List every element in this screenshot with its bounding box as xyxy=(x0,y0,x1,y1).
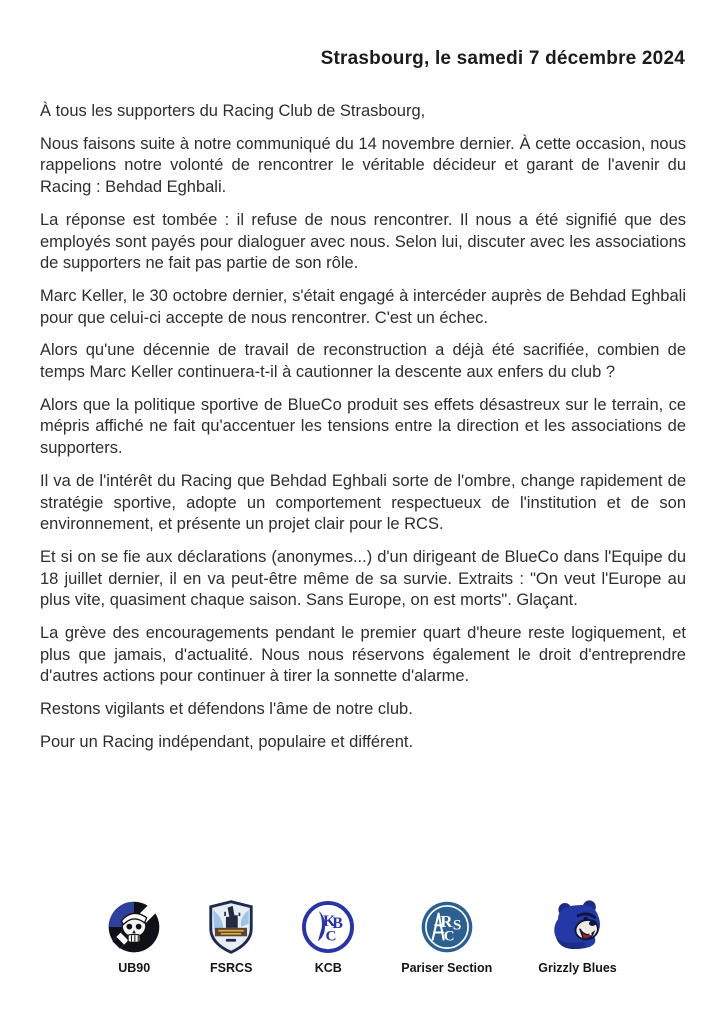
logo-label-fsrcs: FSRCS xyxy=(210,961,253,975)
grizzly-blues-bear-icon xyxy=(549,900,607,954)
logo-label-pariser-section: Pariser Section xyxy=(401,961,493,975)
supporter-groups-logos xyxy=(0,900,724,975)
paragraph: Il va de l'intérêt du Racing que Behdad Eghbali sorte de l'ombre, change rapidement de stratégie sportive, adopte un comportement respectueux de l'institution et de son environnement, et présente un projet clair pour le RCS. xyxy=(40,471,686,534)
closing-line: Restons vigilants et défendons l'âme de notre club. xyxy=(40,700,413,719)
svg-text:C: C xyxy=(443,927,455,945)
fsrcs-shield-badge-icon xyxy=(207,900,255,954)
svg-text:C: C xyxy=(325,927,337,945)
dateline: Strasbourg, le samedi 7 décembre 2024 xyxy=(320,48,685,69)
svg-text:R: R xyxy=(439,912,453,931)
paragraph: Alors qu'une décennie de travail de reconstruction a déjà été sacrifiée, combien de temps Marc Keller continuera-t-il à cautionner la descente aux enfers du club ? xyxy=(40,341,686,382)
paragraph: Alors que la politique sportive de BlueCo produit ses effets désastreux sur le terrain, ce mépris affiché ne fait qu'accentuer les tensions entre la direction et les associations de supporters. xyxy=(40,395,686,458)
logo-block-fsrcs xyxy=(207,900,255,975)
svg-text:K: K xyxy=(323,913,336,931)
kcb-circle-badge-icon xyxy=(301,900,355,954)
svg-text:S: S xyxy=(452,916,462,934)
logo-block-pariser-section xyxy=(401,900,492,975)
logo-label-grizzly-blues: Grizzly Blues xyxy=(538,961,617,975)
logo-label-kcb: KCB xyxy=(314,961,342,975)
pariser-section-badge-icon xyxy=(420,900,474,954)
ub90-skull-badge-icon xyxy=(107,900,161,954)
paragraph: La grève des encouragements pendant le premier quart d'heure reste logiquement, et plus que jamais, d'actualité. Nous nous réservons également le droit d'entreprendre d'autres actions pour continuer à tirer la sonnette d'alarme. xyxy=(40,624,686,686)
letter-body xyxy=(40,101,686,765)
logo-block-kcb xyxy=(301,900,355,975)
paragraph: La réponse est tombée : il refuse de nous rencontrer. Il nous a été signifié que des employés sont payés pour dialoguer avec nous. Selon lui, discuter avec les associations de supporters ne fait pas partie de son rôle. xyxy=(40,210,686,273)
logo-block-ub90 xyxy=(107,900,161,975)
logo-label-ub90: UB90 xyxy=(118,961,151,975)
logo-block-grizzly-blues xyxy=(538,900,617,975)
salutation: À tous les supporters du Racing Club de Strasbourg, xyxy=(40,102,426,120)
paragraph: Nous faisons suite à notre communiqué du 14 novembre dernier. À cette occasion, nous rappelions notre volonté de rencontrer le véritable décideur et garant de l'avenir du Racing : Behdad Eghbali. xyxy=(40,134,686,197)
paragraph: Marc Keller, le 30 octobre dernier, s'était engagé à intercéder auprès de Behdad Eghbali pour que celui-ci accepte de nous rencontrer. C'est un échec. xyxy=(40,286,686,327)
paragraph: Et si on se fie aux déclarations (anonymes...) d'un dirigeant de BlueCo dans l'Equipe du 18 juillet dernier, il en va peut-être même de sa survie. Extraits : "On veut l'Europe au plus vite, quasiment chaque saison. Sans Europe, on est morts". Glaçant. xyxy=(40,547,686,610)
slogan-line: Pour un Racing indépendant, populaire et différent. xyxy=(40,732,414,751)
svg-text:B: B xyxy=(332,914,344,932)
